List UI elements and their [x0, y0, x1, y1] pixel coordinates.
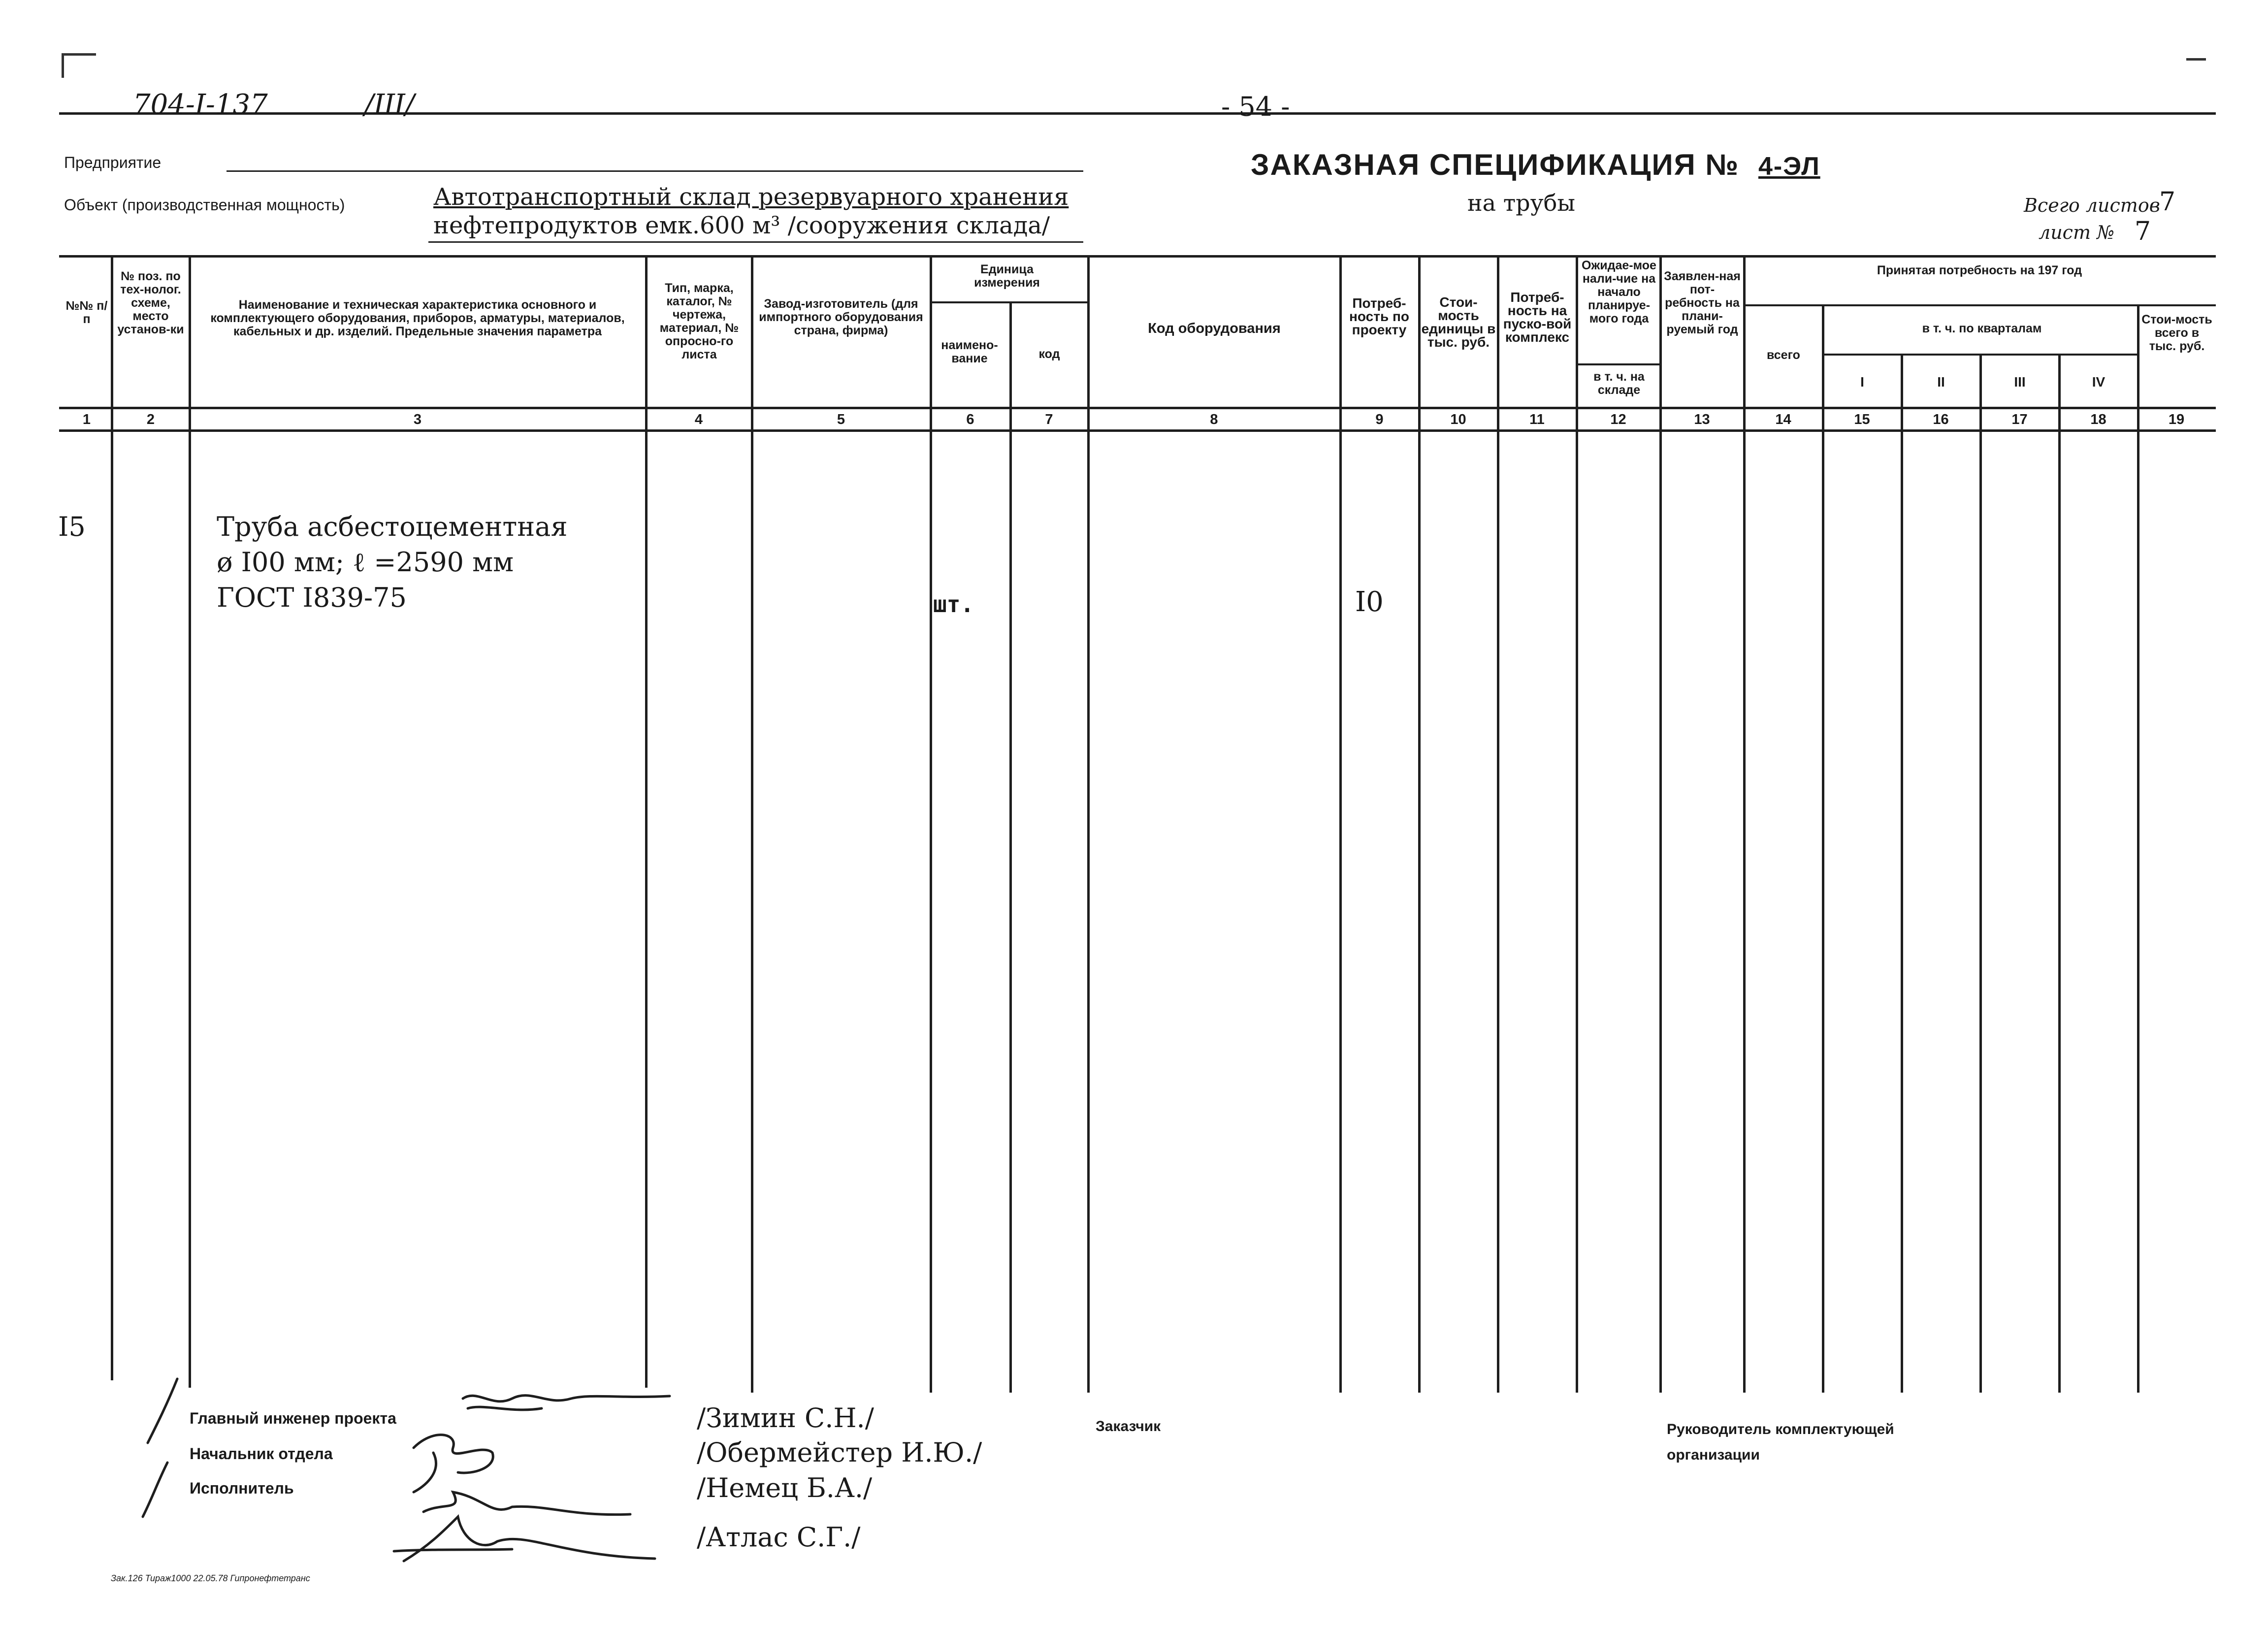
column-number: 4: [694, 412, 703, 427]
album-number: /Ш/: [364, 89, 415, 121]
column-number: 13: [1694, 412, 1710, 427]
customer-label: Заказчик: [1096, 1418, 1161, 1434]
column-number: 1: [82, 412, 91, 427]
row-name-line-2: ø I00 мм; ℓ =2590 мм: [217, 547, 514, 578]
header-c11: Потреб-ность на пуско-вой комплекс: [1503, 290, 1572, 345]
numbers-bottom-rule: [59, 429, 2216, 432]
object-line-1: Автотранспортный склад резервуарного хранения: [433, 183, 1069, 211]
row-name-line-3: ГОСТ I839-75: [217, 582, 407, 613]
header-c12-sub: в т. ч. на складе: [1593, 370, 1645, 397]
row-unit: шт.: [933, 591, 974, 618]
row-name-line-1: Труба асбестоцементная: [217, 511, 568, 542]
object-line-2: нефтепродуктов емк.600 м³ /сооружения склада/: [433, 212, 1050, 239]
executor-label: Исполнитель: [190, 1479, 294, 1497]
header-c13: Заявлен-ная пот-ребность на плани-руемый год: [1664, 269, 1741, 336]
column-number: 5: [837, 412, 845, 427]
table-top-rule: [59, 255, 2216, 258]
column-number: 7: [1045, 412, 1053, 427]
c12-sub-rule: [1578, 363, 1659, 365]
sheets-total: 7: [2159, 187, 2176, 217]
document-code: 704-I-137: [133, 89, 268, 121]
executor-name-1: /Немец Б.А./: [697, 1472, 873, 1503]
chief-engineer-name: /Зимин С.Н./: [697, 1402, 874, 1434]
header-c4: Тип, марка, каталог, № чертежа, материал, № опросно-го листа: [659, 281, 739, 361]
header-c9: Потреб-ность по проекту: [1349, 295, 1409, 337]
col-border-18-19: [2137, 304, 2139, 1393]
column-number: 12: [1610, 412, 1626, 427]
header-accepted-group: Принятая потребность на 197 год: [1877, 263, 2082, 277]
header-c1: №№ п/п: [65, 299, 108, 326]
col-border-14-15: [1822, 304, 1824, 1393]
accepted-sub-rule: [1746, 304, 2216, 306]
column-number: 14: [1775, 412, 1791, 427]
header-c7: код: [1038, 347, 1060, 361]
header-c3: Наименование и техническая характеристика основного и комплектующего оборудования, приборов, арматуры, материалов, кабельных и др. изделий. Предельные значения параметра: [210, 298, 625, 338]
object-label: Объект (производственная мощность): [64, 196, 345, 214]
column-number: 11: [1529, 412, 1545, 427]
enterprise-label: Предприятие: [64, 154, 162, 171]
corner-mark-left-h: [62, 53, 96, 56]
spec-title-text: ЗАКАЗНАЯ СПЕЦИФИКАЦИЯ №: [1251, 148, 1740, 181]
print-info: Зак.126 Тираж1000 22.05.78 Гипронефтетранс: [111, 1573, 310, 1583]
column-number: 17: [2011, 412, 2028, 427]
header-c6: наимено-вание: [941, 338, 998, 365]
enterprise-underline: [227, 170, 1083, 172]
header-c19: Стои-мость всего в тыс. руб.: [2141, 313, 2212, 353]
header-c18: IV: [2092, 374, 2106, 390]
header-quarters-group: в т. ч. по кварталам: [1922, 322, 2042, 335]
row-position: I5: [58, 511, 86, 542]
column-number: 16: [1933, 412, 1949, 427]
column-number: 8: [1210, 412, 1218, 427]
col-border-6-7: [1009, 301, 1012, 1393]
sheets-total-label: Всего листов: [2024, 195, 2160, 216]
header-units-group: Единица измерения: [974, 262, 1040, 290]
executor-name-2: /Атлас С.Г./: [697, 1522, 861, 1553]
header-c16: II: [1937, 374, 1945, 390]
row-quantity: I0: [1355, 586, 1384, 618]
column-number: 18: [2090, 412, 2106, 427]
corner-mark-right: [2186, 58, 2206, 61]
column-number: 15: [1854, 412, 1870, 427]
object-underline-2: [428, 241, 1083, 243]
quarters-sub-rule: [1824, 354, 2139, 356]
column-number: 6: [966, 412, 974, 427]
chief-engineer-label: Главный инженер проекта: [190, 1409, 396, 1427]
header-c8: Код оборудования: [1148, 321, 1281, 336]
header-c5: Завод-изготовитель (для импортного оборудования страна, фирма): [759, 297, 923, 337]
department-head-label: Начальник отдела: [190, 1445, 333, 1463]
header-c2: № поз. по тех-нолог. схеме, место установ-ки: [117, 269, 184, 336]
header-c14: всего: [1767, 348, 1800, 362]
sheet-label: лист №: [2039, 222, 2115, 243]
supplier-label-line-2: организации: [1667, 1447, 1760, 1463]
header-bottom-rule: [59, 407, 2216, 409]
header-c12: Ожидае-мое нали-чие на начало планируе-мого года: [1582, 259, 1656, 326]
corner-mark-left: [62, 53, 64, 78]
supplier-label-line-1: Руководитель комплектующей: [1667, 1421, 1894, 1437]
header-c10: Стои-мость единицы в тыс. руб.: [1421, 294, 1496, 350]
header-c17: III: [2014, 374, 2026, 390]
sheet-number: 7: [2135, 217, 2151, 246]
column-number: 10: [1450, 412, 1466, 427]
col-border-17-18: [2058, 354, 2061, 1393]
spec-number: 4-ЭЛ: [1758, 152, 1820, 181]
col-border-16-17: [1979, 354, 1982, 1393]
column-number: 3: [413, 412, 422, 427]
col-border-15-16: [1901, 354, 1903, 1393]
column-number: 2: [146, 412, 155, 427]
spec-subtitle: на трубы: [1467, 190, 1575, 216]
column-number: 9: [1375, 412, 1384, 427]
handwritten-signatures: [138, 1369, 699, 1576]
page-number: - 54 -: [1221, 91, 1290, 122]
column-number: 19: [2168, 412, 2185, 427]
department-head-name: /Обермейстер И.Ю./: [697, 1437, 982, 1468]
spec-title: [1251, 148, 1820, 182]
header-c15: I: [1860, 374, 1864, 390]
